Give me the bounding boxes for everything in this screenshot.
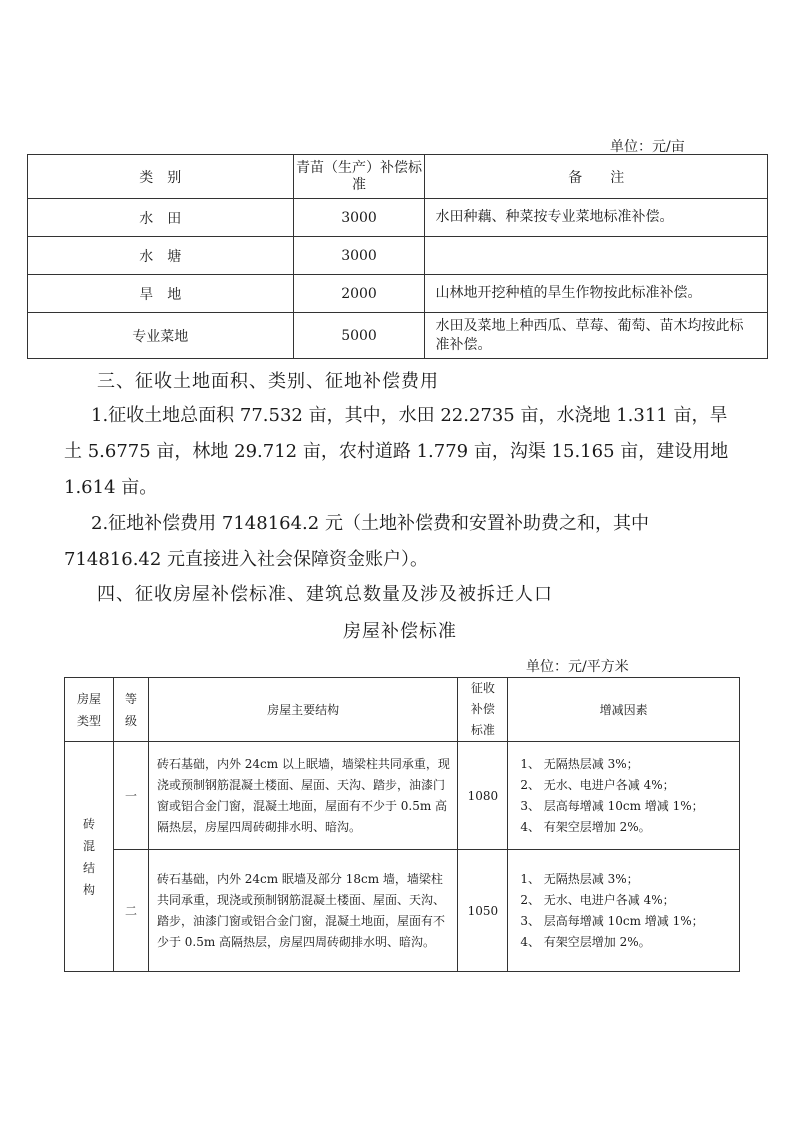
cell-grade: 二 [113, 850, 148, 972]
factor-item: 1、 无隔热层减 3%； [520, 756, 639, 771]
factor-item: 2、 无水、电进户各减 4%； [520, 777, 675, 792]
table1-unit: 单位：元/亩 [610, 139, 685, 155]
header-factors: 增减因素 [508, 678, 740, 742]
header-category: 类 别 [28, 155, 294, 199]
table2-unit: 单位：元/平方米 [526, 659, 629, 675]
header-grade: 等级 [113, 678, 148, 742]
factor-item: 3、 层高每增减 10cm 增减 1%； [520, 798, 704, 813]
cell-category: 水 田 [28, 199, 294, 237]
cell-category: 旱 地 [28, 275, 294, 313]
header-standard: 青苗（生产）补偿标准 [293, 155, 425, 199]
table-row [28, 313, 768, 359]
cell-factors [508, 850, 740, 972]
table-row [28, 199, 768, 237]
header-standard: 征收补偿标准 [458, 678, 508, 742]
factor-item: 4、 有架空层增加 2%。 [520, 819, 651, 834]
table-header-row [65, 678, 740, 742]
house-type-label: 砖混结构 [82, 816, 95, 897]
table-row [65, 742, 740, 850]
table-row [28, 275, 768, 313]
section3-heading: 三、征收土地面积、类别、征地补偿费用 [97, 371, 439, 392]
house-compensation-table [64, 677, 740, 972]
cell-factors [508, 742, 740, 850]
cell-grade: 一 [113, 742, 148, 850]
header-note: 备 注 [425, 155, 768, 199]
factor-item: 1、 无隔热层减 3%； [520, 871, 639, 886]
table2-title: 房屋补偿标准 [343, 621, 457, 642]
cell-standard: 3000 [293, 237, 425, 275]
section3-paragraph-1: 1.征收土地总面积 77.532 亩，其中，水田 22.2735 亩，水浇地 1.311 亩，旱土 5.6775 亩，林地 29.712 亩，农村道路 1.779 亩，沟渠 15.165 亩，建设用地 1.614 亩。 [64, 405, 729, 498]
cell-standard: 2000 [293, 275, 425, 313]
cell-standard: 1050 [458, 850, 508, 972]
header-structure: 房屋主要结构 [148, 678, 457, 742]
cell-note: 水田种藕、种菜按专业菜地标准补偿。 [425, 199, 768, 237]
cell-structure: 砖石基础，内外 24cm 以上眠墙，墙梁柱共同承重，现浇或预制钢筋混凝土楼面、屋面、天沟、踏步，油漆门窗或铝合金门窗，混凝土地面，屋面有不少于 0.5m 高隔热层，房屋四周砖砌排水明、暗沟。 [148, 742, 457, 850]
cell-standard: 5000 [293, 313, 425, 359]
section3-paragraph-2: 2.征地补偿费用 7148164.2 元（土地补偿费和安置补助费之和，其中 714816.42 元直接进入社会保障资金账户）。 [64, 513, 649, 570]
cell-structure: 砖石基础，内外 24cm 眠墙及部分 18cm 墙，墙梁柱共同承重，现浇或预制钢筋混凝土楼面、屋面、天沟、踏步，油漆门窗或铝合金门窗，混凝土地面，屋面有不少于 0.5m 高隔热层，房屋四周砖砌排水明、暗沟。 [148, 850, 457, 972]
cell-standard: 1080 [458, 742, 508, 850]
cell-note [425, 237, 768, 275]
cell-house-type [65, 742, 114, 972]
factor-item: 4、 有架空层增加 2%。 [520, 934, 651, 949]
seedling-compensation-table [27, 154, 768, 359]
cell-category: 水 塘 [28, 237, 294, 275]
section4-heading: 四、征收房屋补偿标准、建筑总数量及涉及被拆迁人口 [97, 584, 553, 605]
cell-note: 水田及菜地上种西瓜、草莓、葡萄、苗木均按此标准补偿。 [425, 313, 768, 359]
factor-item: 3、 层高每增减 10cm 增减 1%； [520, 913, 704, 928]
table-row [65, 850, 740, 972]
table-row [28, 237, 768, 275]
table-header-row [28, 155, 768, 199]
cell-standard: 3000 [293, 199, 425, 237]
cell-category: 专业菜地 [28, 313, 294, 359]
cell-note: 山林地开挖种植的旱生作物按此标准补偿。 [425, 275, 768, 313]
factor-item: 2、 无水、电进户各减 4%； [520, 892, 675, 907]
header-house-type: 房屋类型 [65, 678, 114, 742]
